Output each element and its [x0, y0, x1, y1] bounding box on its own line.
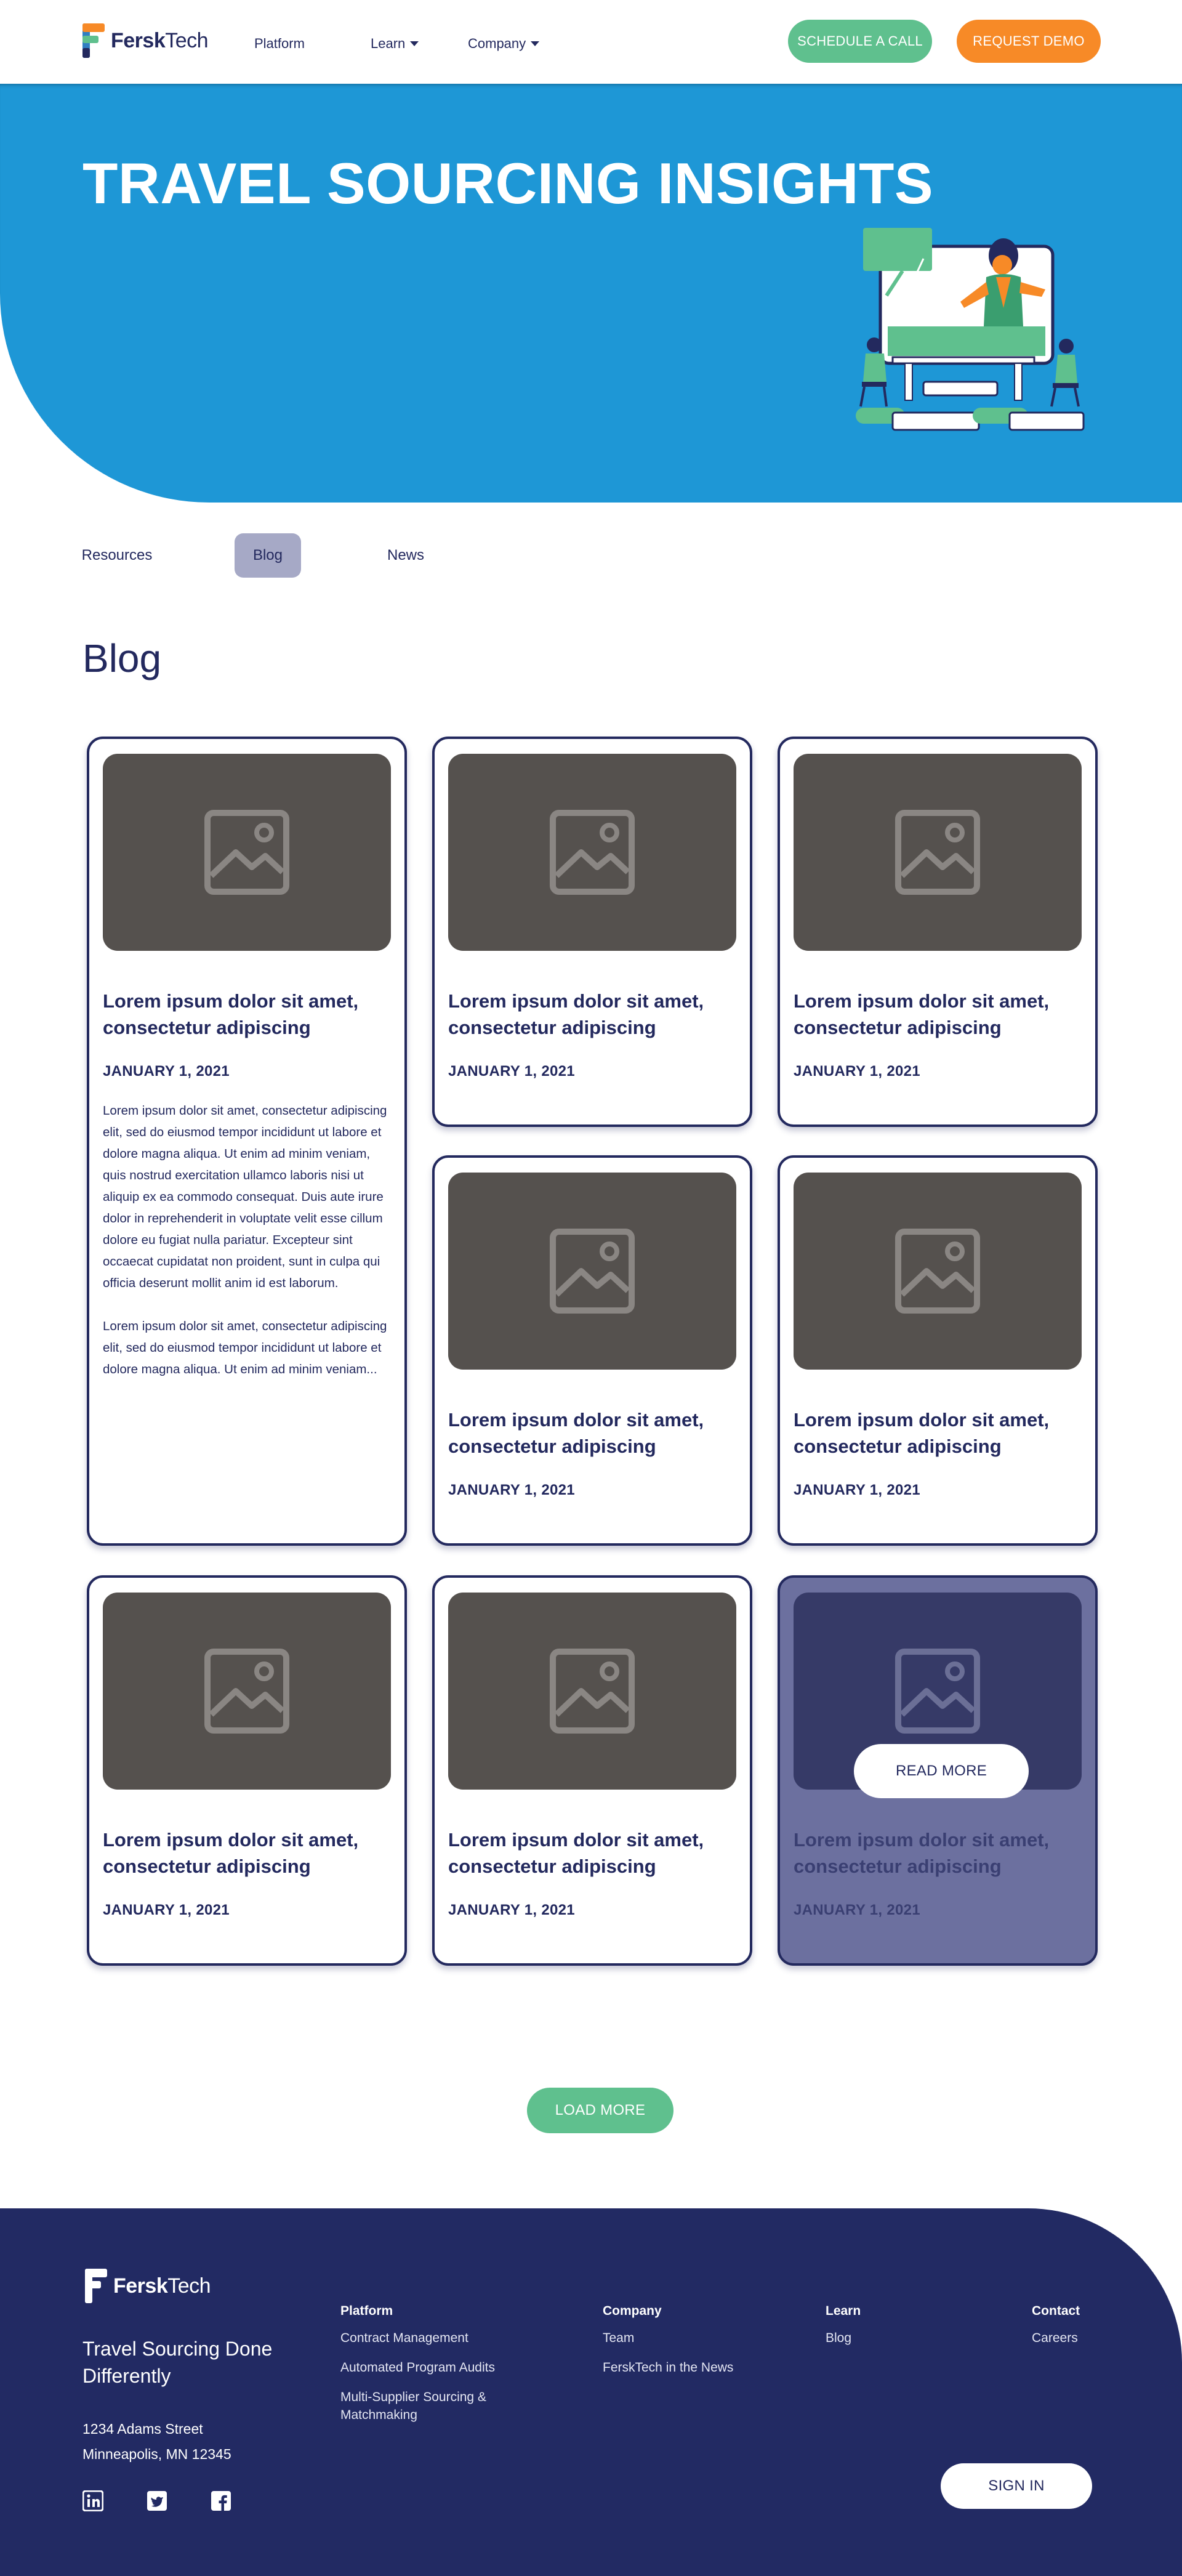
blog-card[interactable] — [778, 737, 1098, 1127]
footer-link-careers[interactable]: Careers — [1032, 2331, 1078, 2345]
linkedin-icon[interactable] — [82, 2490, 103, 2511]
excerpt-paragraph: Lorem ipsum dolor sit amet, consectetur adipiscing elit, sed do eiusmod tempor incididunt ut labore et dolore magna aliqua. Ut enim ad minim veniam, quis nostrud exercitation ullamco laboris nisi ut aliquip ex ea commodo consequat. Duis aute irure dolor in reprehenderit in voluptate velit esse cillum dolore eu fugiat nulla pariatur. Excepteur sint occaecat cupidatat non proident, sunt in culpa qui officia deserunt mollit anim id est laborum. — [103, 1104, 387, 1290]
post-title[interactable]: Lorem ipsum dolor sit amet, consectetur adipiscing — [448, 1829, 704, 1877]
post-date: JANUARY 1, 2021 — [794, 1063, 920, 1080]
blog-card-featured[interactable] — [87, 737, 407, 1546]
logo-mark-icon — [82, 23, 106, 58]
schedule-call-button[interactable]: SCHEDULE A CALL — [788, 20, 932, 63]
post-date: JANUARY 1, 2021 — [103, 1902, 230, 1918]
image-icon — [204, 1648, 290, 1734]
image-icon — [549, 1228, 635, 1314]
post-date: JANUARY 1, 2021 — [794, 1482, 920, 1498]
image-placeholder — [448, 1173, 736, 1370]
chevron-down-icon — [531, 41, 539, 46]
blog-card[interactable] — [432, 1155, 752, 1546]
post-title[interactable]: Lorem ipsum dolor sit amet, consectetur adipiscing — [103, 1829, 359, 1877]
hero-title: TRAVEL SOURCING INSIGHTS — [82, 151, 934, 216]
tab-resources[interactable]: Resources — [81, 547, 153, 563]
post-title[interactable]: Lorem ipsum dolor sit amet, consectetur adipiscing — [103, 990, 359, 1038]
footer-link-program-audits[interactable]: Automated Program Audits — [340, 2360, 495, 2375]
footer-col-contact: Contact — [1032, 2304, 1080, 2318]
post-date: JANUARY 1, 2021 — [448, 1063, 575, 1080]
post-date: JANUARY 1, 2021 — [448, 1902, 575, 1918]
site-footer — [0, 2208, 1182, 2576]
nav-company[interactable]: Company — [468, 36, 539, 52]
footer-link-sourcing[interactable]: Multi-Supplier Sourcing & Matchmaking — [340, 2390, 486, 2422]
post-date: JANUARY 1, 2021 — [103, 1063, 230, 1080]
footer-address — [82, 2417, 231, 2467]
blog-card[interactable] — [432, 737, 752, 1127]
blog-card[interactable] — [87, 1575, 407, 1966]
ferskteck-logo[interactable] — [82, 23, 208, 58]
logo-mark-icon — [85, 2269, 108, 2303]
footer-logo[interactable] — [85, 2269, 211, 2303]
page-title: Blog — [82, 636, 162, 680]
post-title[interactable]: Lorem ipsum dolor sit amet, consectetur adipiscing — [448, 990, 704, 1038]
footer-link-contract-management[interactable]: Contract Management — [340, 2331, 468, 2345]
image-placeholder — [794, 1173, 1082, 1370]
image-icon — [895, 809, 981, 895]
image-icon — [204, 809, 290, 895]
chevron-down-icon — [410, 41, 419, 46]
footer-tagline: Travel Sourcing Done Differently — [82, 2338, 273, 2387]
blog-card-hovered[interactable] — [778, 1575, 1098, 1966]
post-title[interactable]: Lorem ipsum dolor sit amet, consectetur adipiscing — [794, 1829, 1050, 1877]
image-icon — [895, 1228, 981, 1314]
footer-link-team[interactable]: Team — [603, 2331, 635, 2345]
footer-col-platform: Platform — [340, 2304, 393, 2318]
tab-news[interactable]: News — [387, 547, 424, 563]
post-title[interactable]: Lorem ipsum dolor sit amet, consectetur adipiscing — [794, 1409, 1050, 1457]
sign-in-button[interactable]: SIGN IN — [941, 2463, 1092, 2509]
footer-col-learn: Learn — [826, 2304, 861, 2318]
post-title[interactable]: Lorem ipsum dolor sit amet, consectetur adipiscing — [448, 1409, 704, 1457]
load-more-button[interactable]: LOAD MORE — [527, 2088, 673, 2133]
blog-card[interactable] — [778, 1155, 1098, 1546]
footer-link-in-the-news[interactable]: FerskTech in the News — [603, 2360, 734, 2375]
footer-col-company: Company — [603, 2304, 662, 2318]
twitter-icon[interactable] — [147, 2490, 167, 2511]
image-icon — [895, 1648, 981, 1734]
post-excerpt — [103, 1100, 392, 1380]
footer-link-blog[interactable]: Blog — [826, 2331, 852, 2345]
image-icon — [549, 809, 635, 895]
image-placeholder — [103, 754, 391, 951]
nav-learn[interactable]: Learn — [371, 36, 419, 52]
logo-wordmark: FerskTech — [113, 2274, 211, 2298]
address-street: 1234 Adams Street — [82, 2421, 203, 2437]
post-date: JANUARY 1, 2021 — [794, 1902, 920, 1918]
image-placeholder — [448, 1593, 736, 1790]
post-date: JANUARY 1, 2021 — [448, 1482, 575, 1498]
image-icon — [549, 1648, 635, 1734]
image-placeholder — [448, 754, 736, 951]
post-title[interactable]: Lorem ipsum dolor sit amet, consectetur adipiscing — [794, 990, 1050, 1038]
request-demo-button[interactable]: REQUEST DEMO — [957, 20, 1101, 63]
teacher-illustration — [850, 228, 1090, 437]
logo-wordmark: FerskTech — [111, 28, 209, 52]
address-city: Minneapolis, MN 12345 — [82, 2446, 231, 2462]
tab-blog[interactable]: Blog — [235, 533, 301, 578]
image-placeholder — [794, 754, 1082, 951]
blog-card[interactable] — [432, 1575, 752, 1966]
nav-platform[interactable]: Platform — [254, 36, 305, 51]
image-placeholder — [103, 1593, 391, 1790]
facebook-icon[interactable] — [211, 2490, 231, 2511]
excerpt-paragraph: Lorem ipsum dolor sit amet, consectetur adipiscing elit, sed do eiusmod tempor incididunt ut labore et dolore magna aliqua. Ut enim ad minim veniam... — [103, 1319, 387, 1376]
top-nav — [0, 0, 1182, 84]
read-more-button[interactable]: READ MORE — [854, 1744, 1029, 1798]
